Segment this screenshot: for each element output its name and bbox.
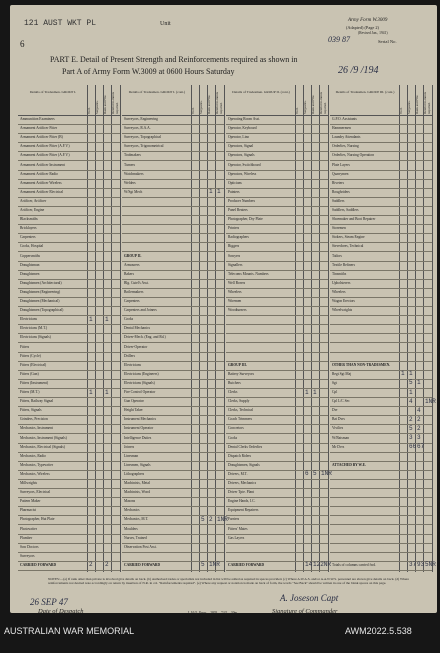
subheader-label: Rank and File.	[415, 94, 419, 114]
commander-signature: A. Joseson Capt	[280, 593, 339, 603]
form-code: 039 87	[328, 35, 350, 44]
row-label: Cooks, Hospital	[20, 244, 44, 249]
row-label: Mechanics, Typewriter	[20, 462, 54, 467]
column-divider	[224, 85, 225, 572]
instruction-notes: NOTES:—(a) If rank other than private is involved give details on back. (b) Authorised trades or specialists not included in list will be added as required in spaces provided. (c) Where A.W.A.S. and/or A.A.N.W.S. personnel are shown give details on back. (d) Where reinforcements not desired note accordingly on return by insertion of N.R. in col. "Reinforcements required". (e) Where any request or notation is made on back of form, the words "See Back" should be written in one of the blank spaces on this page.	[48, 577, 410, 585]
row-label: Signallers	[228, 262, 243, 267]
row-label: Ammunition Examiners	[20, 117, 55, 121]
subheader-label: Sergeants.	[407, 100, 411, 114]
row-label: Boilermakers	[124, 289, 144, 294]
row-label: Artificer, Artificer	[20, 198, 47, 203]
row-label: CARRIED FORWARD	[124, 562, 161, 567]
row-label: Producer Numbers	[228, 198, 256, 203]
row-label	[330, 354, 332, 358]
row-label: Storemen	[332, 226, 346, 231]
row-label	[330, 317, 332, 321]
row-label: Bakers	[124, 271, 134, 276]
handwritten-entry: 4	[409, 397, 413, 405]
row-label: Plate Layers	[332, 162, 350, 167]
row-label: Radiographers	[228, 235, 249, 240]
column-header	[330, 85, 432, 116]
row-label: Electricians (Signals)	[124, 380, 155, 385]
row-label	[330, 326, 332, 330]
archive-id: AWM2022.5.538	[345, 626, 412, 636]
row-label: Armourers	[124, 262, 140, 267]
row-label: Mechanics, Electrical (Signals)	[20, 444, 66, 449]
row-label: Bat Dvrs	[332, 417, 345, 422]
row-label: Photographer, Dry Plate	[228, 217, 263, 222]
serial-label: Serial No.	[378, 39, 397, 44]
handwritten-entry: 122NR	[313, 561, 332, 569]
row-label	[330, 472, 332, 476]
row-label: Operator, Lino	[228, 135, 250, 140]
handwritten-entry: 93	[417, 561, 425, 569]
column-title: Details of Tradesmen. GROUP I.	[29, 90, 77, 94]
row-label: Fitters	[20, 344, 30, 349]
row-label	[330, 554, 332, 558]
row-label: Armament Artificer Instrument	[20, 162, 65, 167]
row-label: Pattern Maker	[20, 499, 41, 504]
row-label: Dental Clerks Orderlies	[228, 444, 263, 449]
row-label: Welders	[124, 180, 136, 185]
row-label: Bricklayers	[20, 226, 37, 231]
unit-typed: 121 AUST WKT PL	[24, 19, 97, 28]
form-adapted: (Adapted) (Page 2)	[346, 25, 379, 30]
row-label: Orderlies, Nursing Operation	[332, 153, 375, 158]
handwritten-entry: 1	[209, 188, 213, 196]
handwritten-entry: 1NR	[425, 397, 436, 405]
handwritten-entry: 2	[409, 415, 413, 423]
column-title: Details of Tradesmen. GROUP I. (cont.)	[128, 90, 186, 94]
row-label: Draughtsmen, Signals	[228, 462, 260, 467]
row-label	[330, 481, 332, 485]
row-label: Electricians (Signals)	[20, 335, 51, 340]
row-label: Grinders, Precision	[20, 417, 48, 422]
row-label: Printers	[228, 226, 240, 231]
row-label	[330, 345, 332, 349]
row-label: Dispatch Riders	[228, 453, 252, 458]
row-label: Carpenters	[20, 235, 36, 240]
handwritten-entry: 1NR	[217, 515, 228, 523]
row-label: Fitters (Instrument)	[20, 380, 49, 385]
row-label: Armament Artificer Fitter (A.F.V.)	[20, 153, 70, 158]
row-label	[226, 354, 228, 358]
row-label: Mechanics, Instrument	[20, 426, 53, 431]
row-label: Mechanics	[124, 508, 140, 513]
row-label: Surveyors, Topographical	[124, 135, 162, 140]
row-label: Driver-Operator	[124, 344, 148, 349]
row-label	[226, 545, 228, 549]
row-label: Artificer, Engine	[20, 208, 45, 212]
row-label: Electricians	[20, 317, 37, 322]
handwritten-entry: 2	[89, 561, 93, 569]
row-label: Cpl	[332, 390, 338, 394]
row-label: Blg. Cutel's Asst.	[124, 280, 149, 285]
row-label: Fitters (Gun)	[20, 371, 39, 376]
row-label: Well Borers	[228, 280, 246, 285]
row-label: Nurses, Trained	[124, 535, 147, 540]
row-label: Fire Control Operator	[124, 390, 156, 394]
row-label: Operators, Signal	[228, 144, 254, 149]
row-label: OTHER THAN NON-TRADESMEN.	[332, 362, 391, 367]
row-label: Electricians (M.T.)	[20, 326, 48, 331]
subheader-label: W.O.	[191, 107, 195, 114]
subheader-label: W.O.	[87, 107, 91, 114]
row-label: Butchers	[228, 380, 241, 385]
row-label: Painters	[228, 189, 240, 194]
unit-label: Unit	[160, 21, 171, 27]
row-label: GROUP II.	[124, 253, 142, 258]
row-label	[330, 517, 332, 521]
row-label: Drillers	[124, 353, 135, 358]
row-label	[330, 527, 332, 531]
row-label: Vivilies	[332, 426, 344, 431]
row-label: Cooks	[124, 317, 134, 322]
subheader-label: Rank and File.	[311, 94, 315, 114]
row-label: Operator, Switchboard	[228, 162, 261, 167]
row-label: Fitters (Cycle)	[20, 353, 41, 358]
page-number: 6	[20, 39, 25, 49]
row-label: Draughtsmen (Engineering)	[20, 289, 61, 294]
row-label: Draughtsmen (Mechanical)	[20, 299, 60, 303]
table-column-group2cont	[226, 85, 332, 572]
row-label: Masons	[124, 499, 136, 504]
row-label: Armament Artificer Wireless	[20, 180, 62, 185]
row-label: Observation Post Asst.	[124, 544, 157, 549]
subheader-label: Sergeants.	[199, 100, 203, 114]
column-header	[226, 85, 328, 116]
column-header	[122, 85, 224, 116]
row-label: Electricians	[124, 362, 141, 367]
handwritten-entry: 5NR	[425, 561, 436, 569]
row-label: Mechanics, Radio	[20, 453, 46, 458]
row-label: Draughtsmen (Topographical)	[20, 308, 64, 313]
row-label: Dental Mechanics	[124, 326, 151, 331]
row-label: Armament Artificer Fitter (B)	[20, 135, 63, 140]
subheader-label: Sergeants.	[303, 100, 307, 114]
signature-label: Signature of Commander	[272, 608, 338, 615]
handwritten-entry: 1	[313, 388, 317, 396]
row-label: Toolmakers	[124, 153, 141, 158]
row-label	[330, 545, 332, 549]
row-label: Drivers, M.T.	[228, 471, 248, 476]
row-label: Carpenters	[124, 299, 140, 303]
handwritten-entry: 1	[89, 315, 93, 323]
handwritten-entry: 6	[305, 470, 309, 478]
handwritten-entry: 1	[409, 388, 413, 396]
row-label: Tailors	[332, 253, 342, 258]
row-label: Woodturners	[228, 308, 247, 313]
row-label: Laundry Attendants	[332, 135, 361, 140]
row-label: Riveters	[332, 180, 344, 185]
row-label: Surveyors	[20, 553, 35, 558]
row-label: Pharmacist	[20, 508, 36, 513]
row-label: Panel Beaters	[228, 208, 248, 212]
row-label: Saddlers	[332, 198, 345, 203]
subheader-label: Reinforce-ments required.	[111, 92, 119, 114]
row-label: Engine Hands, I.C.	[228, 499, 256, 504]
handwritten-entry: 3	[409, 434, 413, 441]
row-label: Armament Artificer Fitter	[20, 126, 58, 131]
row-label: Wagon Erectors	[332, 299, 355, 303]
row-label: Electricians (Engineers)	[124, 371, 159, 376]
row-label: Operators, Wireless	[228, 171, 257, 176]
row-label	[226, 335, 228, 339]
row-label: W/Batsman	[332, 435, 349, 440]
row-label: Lithographers	[124, 471, 145, 476]
row-label: Wheelers	[332, 289, 346, 294]
form-name: Army Form W.3009	[348, 18, 388, 23]
row-label: Riggers	[228, 244, 240, 249]
row-label	[330, 335, 332, 339]
row-label: Fitters (M.T.)	[20, 390, 40, 394]
row-label: Battery Surveyors	[228, 371, 255, 376]
row-label	[122, 235, 124, 239]
row-label: Clerks	[228, 390, 238, 394]
subheader-label: W.O.	[295, 107, 299, 114]
column-divider	[328, 85, 329, 572]
handwritten-entry: 1NR	[209, 561, 220, 569]
return-date: 26 /9 /194	[338, 65, 379, 76]
row-label: Driver Tpte. Plant	[228, 490, 254, 495]
row-label: Equipment Repairers	[228, 508, 259, 513]
row-label: Telecoms Mounts. Numbers	[228, 271, 269, 276]
handwritten-entry: 2	[209, 515, 213, 523]
row-label: Surveyors, R.A.A.	[124, 126, 151, 131]
handwritten-entry: 66	[409, 443, 417, 451]
row-label: Surveyors, Electrical	[20, 490, 51, 495]
handwritten-entry: 14	[305, 561, 313, 569]
form-page	[10, 5, 437, 613]
row-label: Mr Dvrs	[332, 444, 345, 449]
row-label	[122, 217, 124, 221]
row-label: Fitters, Signals	[20, 408, 42, 413]
row-label: Concretors	[228, 426, 244, 431]
row-label: Gas Layers	[228, 535, 245, 540]
row-label: Saddlers, Saddlers	[332, 208, 359, 212]
row-label: Millwrights	[20, 481, 37, 485]
handwritten-entry: 1	[105, 315, 109, 323]
row-label: Operator, Keyboard	[228, 126, 257, 131]
row-label	[330, 536, 332, 540]
row-label	[330, 508, 332, 512]
title-line2: Part A of Army Form W.3009 at 0600 Hours Saturday	[62, 67, 235, 76]
row-label: Textile Refiners	[332, 262, 355, 267]
handwritten-entry: 1	[217, 188, 221, 196]
row-label: Shoemaker and Boot Repairer	[332, 217, 376, 222]
table-column-group1	[18, 85, 120, 572]
handwritten-entry: 1	[409, 370, 413, 378]
row-label	[122, 226, 124, 230]
row-label: Totals of columns carried fwd.	[332, 562, 376, 567]
row-label: Wiremen	[228, 299, 242, 303]
row-label: Surveyors, Engineering	[124, 117, 158, 121]
row-label: Wheelwrights	[332, 308, 353, 313]
row-label: Turners	[124, 162, 136, 167]
row-label: Orderlies, Nursing	[332, 144, 359, 149]
archive-name: AUSTRALIAN WAR MEMORIAL	[4, 626, 135, 636]
row-label: Fitters' Mates	[228, 526, 248, 531]
row-label: G.P.O. Assistants	[332, 117, 357, 121]
handwritten-entry: 5	[201, 515, 205, 523]
subheader-label: Rank and File.	[207, 94, 211, 114]
row-label: Quarrymen	[332, 171, 349, 176]
row-label: Moulders	[124, 526, 138, 531]
archive-footer	[0, 618, 440, 653]
row-label: Fitters, Railway Signal	[20, 399, 54, 404]
column-divider	[120, 85, 121, 572]
row-label	[226, 345, 228, 349]
handwritten-entry: 5	[313, 470, 317, 478]
row-label	[122, 554, 124, 558]
row-label: Coppersmiths	[20, 253, 40, 258]
handwritten-entry: 1	[401, 370, 405, 378]
row-label: Instrument Operator	[124, 426, 154, 431]
subheader-label: Reinforce-ments required.	[319, 92, 327, 114]
row-label: Linesmen, Signals	[124, 462, 151, 467]
row-label	[330, 499, 332, 503]
subheader-label: Reinforce-ments required.	[423, 92, 431, 114]
row-label: Operating Room Asst.	[228, 117, 261, 121]
handwritten-entry: 5	[201, 561, 205, 569]
row-label: Machinists, Metal	[124, 481, 150, 485]
row-label: Mechanics, Instrument (Signals)	[20, 435, 67, 440]
row-label: Operators, Signals	[228, 153, 255, 158]
handwritten-entry: 5	[409, 379, 413, 387]
row-label: Saw Doctors	[20, 544, 39, 549]
table-column-group3cont	[330, 85, 436, 572]
handwritten-entry: 2	[417, 424, 421, 432]
row-label: Watchmakers	[124, 171, 144, 176]
row-label: Clerks, Supply	[228, 399, 250, 404]
subheader-label: Rank and File.	[103, 94, 107, 114]
table-column-group1cont	[122, 85, 228, 572]
row-label: Wheelers	[228, 289, 242, 294]
row-label: Photowriter	[20, 526, 37, 531]
row-label: Instrument Mechanics	[124, 417, 157, 422]
row-label: Draughtsmen (Architectural)	[20, 280, 62, 285]
row-label: Hammermen	[332, 126, 351, 131]
row-label: Farriers	[228, 517, 240, 522]
row-label: Drivers, Mechanics	[228, 481, 257, 485]
row-label	[122, 199, 124, 203]
row-label: Mechanics, Wireless	[20, 471, 50, 476]
row-label: Plumber	[20, 535, 33, 540]
row-label: ATTACHED BY W.E.	[332, 462, 366, 467]
row-label	[330, 454, 332, 458]
handwritten-entry: 1NR	[321, 470, 332, 478]
handwritten-entry: 1	[105, 388, 109, 396]
row-label: Roughriders	[332, 189, 350, 194]
row-label: Fitters (Electrical)	[20, 362, 47, 367]
form-revised: (Revised Jan., 1941)	[358, 31, 388, 35]
row-label: Coach Trimmers	[228, 417, 253, 422]
column-title: Details of Tradesmen. GROUP III. (cont.)	[335, 90, 395, 94]
row-label: Surveyors, Trigonometrical	[124, 144, 164, 149]
row-label: Tinsmiths	[332, 271, 347, 276]
handwritten-entry: 67	[417, 443, 425, 451]
row-label	[226, 554, 228, 558]
row-label: CARRIED FORWARD	[228, 562, 265, 567]
row-label: Stokers, Steam Engine	[332, 235, 365, 240]
row-label	[330, 490, 332, 494]
title-line1: PART E. Detail of Present Strength and Reinforcements required as shown in	[50, 55, 298, 64]
row-label	[122, 208, 124, 212]
row-label: Draughtsman	[20, 262, 40, 267]
column-title: Details of Tradesmen. GROUP II. (cont.)	[232, 90, 290, 94]
row-label: Armament Artificer Fitter (A.F.V.)	[20, 144, 70, 149]
handwritten-entry: 2	[105, 561, 109, 569]
row-label: Clerks, Technical	[228, 408, 254, 413]
row-label	[226, 326, 228, 330]
handwritten-entry: 5	[409, 424, 413, 432]
row-label: Armament Artificer Electrical	[20, 189, 64, 194]
row-label: Cpl L/C Sec	[332, 399, 350, 404]
column-header	[18, 85, 120, 116]
handwritten-entry: 3	[417, 434, 421, 441]
row-label	[122, 244, 124, 248]
handwritten-entry: 1	[89, 388, 93, 396]
row-label: Armament Artificer Radio	[20, 171, 58, 176]
row-label: Upholsterers	[332, 280, 351, 285]
row-label: Gun Operator	[124, 399, 144, 404]
row-label: Photographer, Hut Plate	[20, 517, 55, 522]
row-label: Cooks	[228, 435, 238, 440]
handwritten-entry: 2	[417, 415, 421, 423]
despatch-date-label: Date of Despatch	[38, 608, 84, 615]
row-label: Mechanics, M.T.	[124, 517, 149, 522]
handwritten-entry: 1	[417, 379, 421, 387]
row-label: Dvr	[332, 408, 338, 413]
row-label: Driver-Mech. (Eng. and Rd.)	[124, 335, 166, 340]
row-label: Linesman	[124, 453, 139, 458]
row-label: Carpenters and Joiners	[124, 308, 157, 313]
row-label: GROUP III.	[228, 362, 247, 367]
row-label: W/Sgt Mech	[124, 189, 143, 194]
handwritten-entry: 37	[409, 561, 417, 569]
subheader-label: Reinforce-ments required.	[215, 92, 223, 114]
subheader-label: W.O.	[399, 107, 403, 114]
column-divider	[432, 85, 433, 572]
row-label: Stevedores, Technical	[332, 244, 364, 249]
row-label: Machinists, Wood	[124, 490, 150, 495]
handwritten-entry: 1	[305, 388, 309, 396]
row-label: Height Taker	[124, 408, 143, 413]
handwritten-entry: 4	[417, 406, 421, 414]
row-label: Blacksmiths	[20, 217, 38, 222]
row-label: Sgt	[332, 380, 337, 385]
row-label: CARRIED FORWARD	[20, 562, 57, 567]
row-label: Regt Sgt Maj	[332, 371, 352, 376]
subheader-label: Sergeants.	[95, 100, 99, 114]
row-label	[226, 317, 228, 321]
row-label: Opticians	[228, 180, 242, 185]
row-label: Draughtsmen	[20, 271, 40, 276]
row-label: Intelligence Duties	[124, 435, 152, 440]
despatch-date: 26 SEP 47	[30, 597, 68, 607]
printer-line: L.H.Q. Press—2803—7/42—30m.	[188, 611, 239, 615]
row-label: Sawyers	[228, 253, 241, 258]
row-label: Joiners	[124, 444, 135, 449]
